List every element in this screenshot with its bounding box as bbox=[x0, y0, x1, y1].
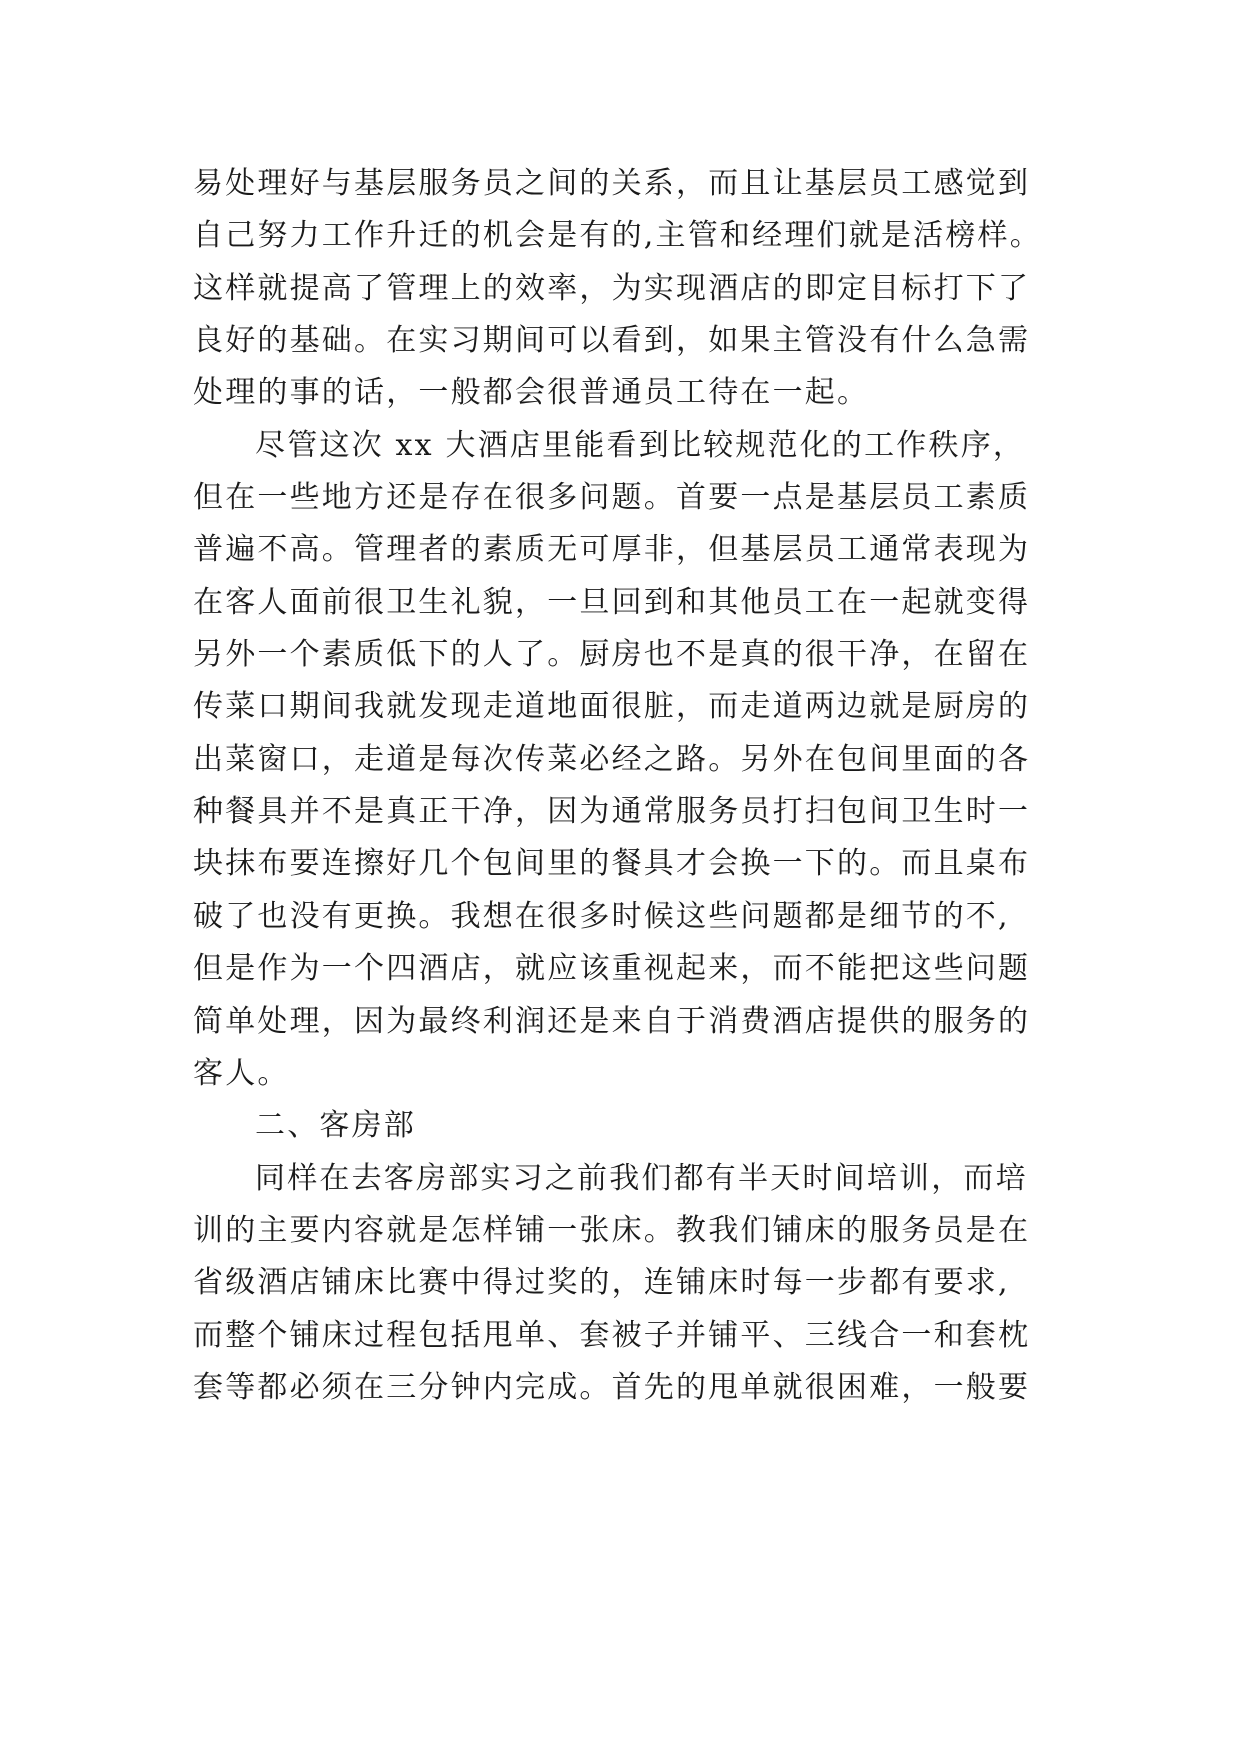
text-line: 易处理好与基层服务员之间的关系，而且让基层员工感觉到 bbox=[193, 166, 1031, 201]
paragraph-start-line: 尽管这次 xx 大酒店里能看到比较规范化的工作秩序， bbox=[255, 427, 1026, 463]
text-line: 但是作为一个四酒店，就应该重视起来，而不能把这些问题 bbox=[193, 951, 1031, 987]
paragraph-start-line: 同样在去客房部实习之前我们都有半天时间培训，而培 bbox=[255, 1160, 1028, 1196]
text-line: 良好的基础。在实习期间可以看到，如果主管没有什么急需 bbox=[193, 323, 1031, 359]
text-line: 训的主要内容就是怎样铺一张床。教我们铺床的服务员是在 bbox=[193, 1212, 1031, 1248]
text-line: 另外一个素质低下的人了。厨房也不是真的很干净，在留在 bbox=[193, 637, 1031, 673]
text-line: 破了也没有更换。我想在很多时候这些问题都是细节的不, bbox=[193, 898, 1010, 934]
text-line: 普遍不高。管理者的素质无可厚非，但基层员工通常表现为 bbox=[193, 532, 1031, 568]
section-heading: 二、客房部 bbox=[255, 1108, 416, 1144]
text-line: 客人。 bbox=[193, 1055, 290, 1091]
text-line: 省级酒店铺床比赛中得过奖的，连铺床时每一步都有要求, bbox=[193, 1265, 1010, 1301]
text-line: 传菜口期间我就发现走道地面很脏，而走道两边就是厨房的 bbox=[193, 689, 1031, 725]
text-line: 自己努力工作升迁的机会是有的,主管和经理们就是活榜样。 bbox=[193, 218, 1042, 254]
text-line: 简单处理，因为最终利润还是来自于消费酒店提供的服务的 bbox=[193, 1003, 1031, 1039]
text-line: 处理的事的话，一般都会很普通员工待在一起。 bbox=[193, 375, 870, 411]
text-line: 但在一些地方还是存在很多问题。首要一点是基层员工素质 bbox=[193, 480, 1031, 516]
text-line: 这样就提高了管理上的效率，为实现酒店的即定目标打下了 bbox=[193, 270, 1031, 306]
text-line: 出菜窗口，走道是每次传菜必经之路。另外在包间里面的各 bbox=[193, 741, 1031, 777]
text-line: 块抹布要连擦好几个包间里的餐具才会换一下的。而且桌布 bbox=[193, 846, 1031, 882]
text-line: 套等都必须在三分钟内完成。首先的甩单就很困难，一般要 bbox=[193, 1369, 1031, 1405]
text-line: 在客人面前很卫生礼貌，一旦回到和其他员工在一起就变得 bbox=[193, 584, 1031, 620]
text-line: 种餐具并不是真正干净，因为通常服务员打扫包间卫生时一 bbox=[193, 794, 1031, 830]
text-line: 而整个铺床过程包括甩单、套被子并铺平、三线合一和套枕 bbox=[193, 1317, 1031, 1353]
body-text bbox=[193, 158, 1093, 1414]
